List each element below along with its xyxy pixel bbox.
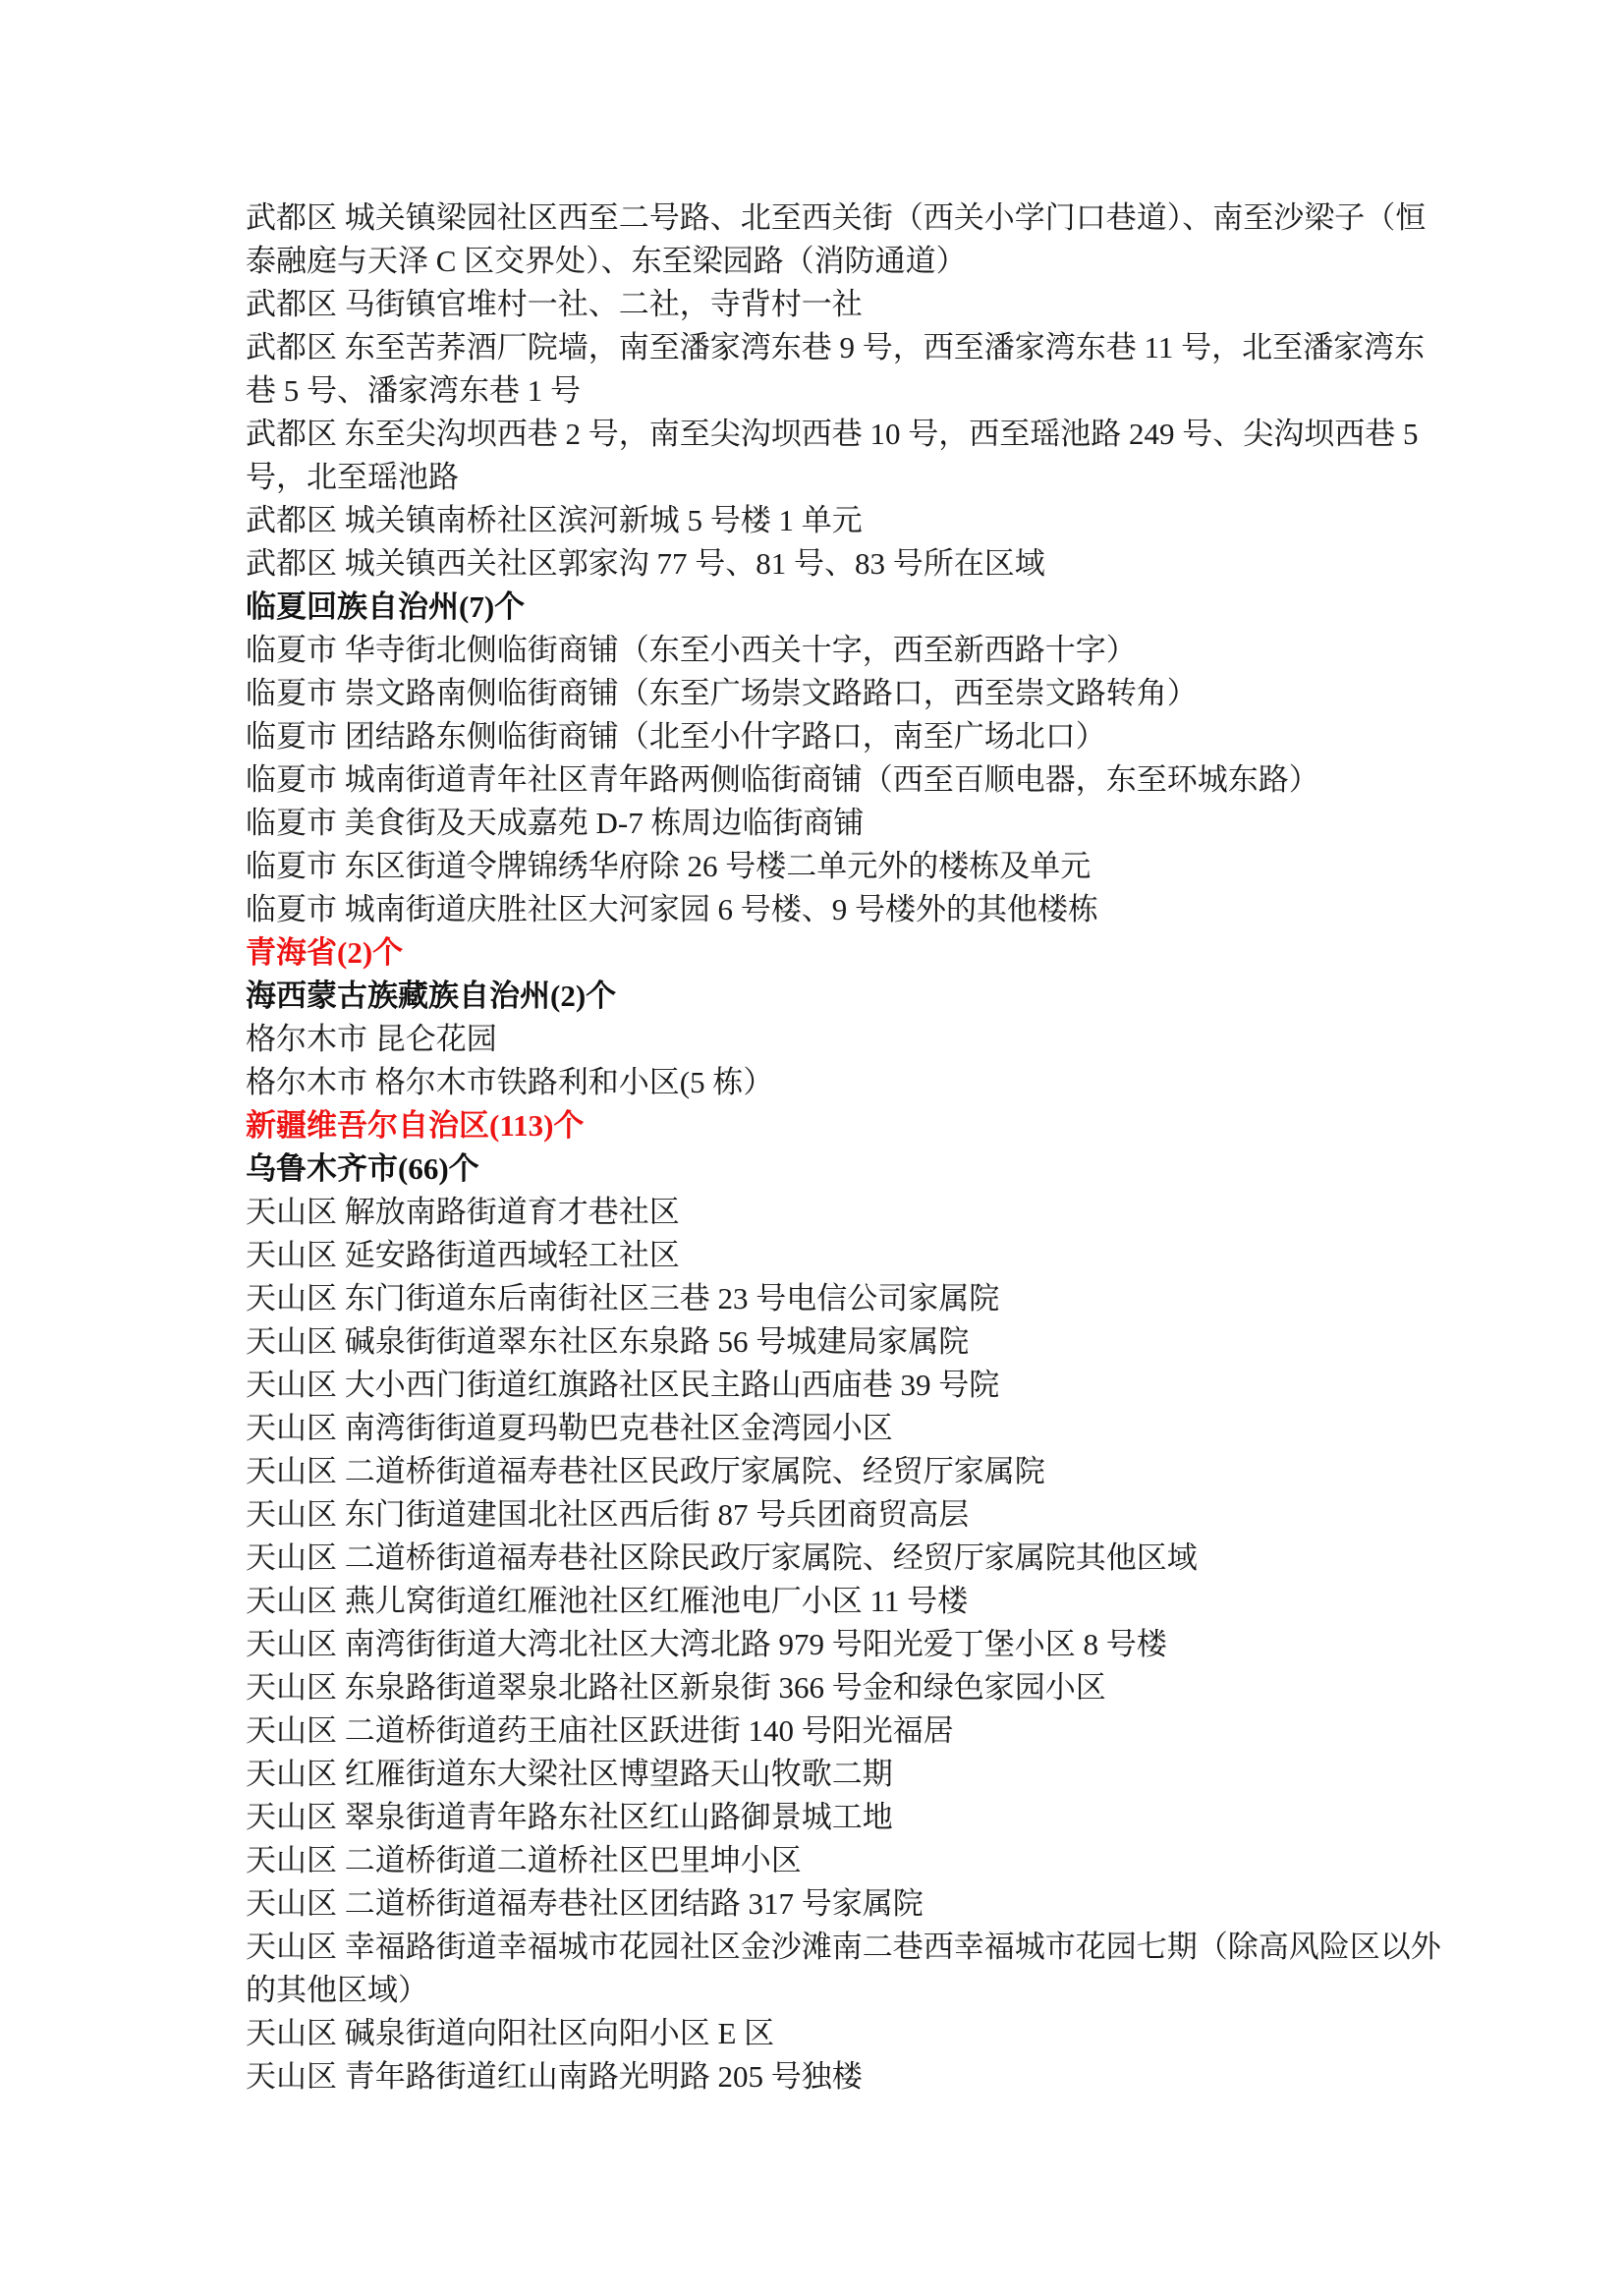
risk-area-entry: 临夏市 崇文路南侧临街商铺（东至广场崇文路路口，西至崇文路转角） <box>246 676 1198 710</box>
province-heading-qinghai: 青海省(2)个 <box>246 935 404 970</box>
risk-area-entry: 武都区 城关镇梁园社区西至二号路、北至西关街（西关小学门口巷道）、南至沙梁子（恒泰融庭与天泽 C 区交界处）、东至梁园路（消防通道） <box>246 200 1427 278</box>
risk-area-list <box>246 196 1442 2099</box>
risk-area-entry: 天山区 解放南路街道育才巷社区 <box>246 1195 680 1229</box>
risk-area-entry: 天山区 碱泉街道向阳社区向阳小区 E 区 <box>246 2016 775 2050</box>
risk-area-entry: 天山区 二道桥街道福寿巷社区除民政厅家属院、经贸厅家属院其他区域 <box>246 1540 1198 1575</box>
risk-area-entry: 格尔木市 格尔木市铁路利和小区(5 栋） <box>246 1065 774 1099</box>
risk-area-entry: 天山区 大小西门街道红旗路社区民主路山西庙巷 39 号院 <box>246 1368 1000 1402</box>
risk-area-entry: 临夏市 团结路东侧临街商铺（北至小什字路口，南至广场北口） <box>246 719 1106 754</box>
risk-area-entry: 武都区 马街镇官堆村一社、二社，寺背村一社 <box>246 287 863 321</box>
risk-area-entry: 天山区 二道桥街道二道桥社区巴里坤小区 <box>246 1843 802 1877</box>
risk-area-entry: 临夏市 城南街道青年社区青年路两侧临街商铺（西至百顺电器，东至环城东路） <box>246 762 1319 797</box>
province-heading-xinjiang: 新疆维吾尔自治区(113)个 <box>246 1108 585 1143</box>
risk-area-entry: 天山区 幸福路街道幸福城市花园社区金沙滩南二巷西幸福城市花园七期（除高风险区以外的其他区域） <box>246 1930 1441 2007</box>
risk-area-entry: 天山区 南湾街街道夏玛勒巴克巷社区金湾园小区 <box>246 1411 893 1445</box>
risk-area-entry: 天山区 翠泉街道青年路东社区红山路御景城工地 <box>246 1800 893 1834</box>
risk-area-entry: 天山区 延安路街道西域轻工社区 <box>246 1238 680 1272</box>
risk-area-entry: 临夏市 美食街及天成嘉苑 D-7 栋周边临街商铺 <box>246 806 865 840</box>
risk-area-entry: 武都区 城关镇西关社区郭家沟 77 号、81 号、83 号所在区域 <box>246 546 1045 581</box>
risk-area-entry: 天山区 红雁街道东大梁社区博望路天山牧歌二期 <box>246 1757 893 1791</box>
risk-area-entry: 武都区 城关镇南桥社区滨河新城 5 号楼 1 单元 <box>246 503 863 537</box>
prefecture-heading-haixi: 海西蒙古族藏族自治州(2)个 <box>246 979 617 1013</box>
risk-area-entry: 天山区 东泉路街道翠泉北路社区新泉街 366 号金和绿色家园小区 <box>246 1670 1106 1705</box>
risk-area-entry: 天山区 二道桥街道福寿巷社区民政厅家属院、经贸厅家属院 <box>246 1454 1045 1488</box>
risk-area-entry: 天山区 青年路街道红山南路光明路 205 号独楼 <box>246 2059 863 2094</box>
risk-area-entry: 天山区 碱泉街街道翠东社区东泉路 56 号城建局家属院 <box>246 1324 970 1359</box>
risk-area-entry: 天山区 东门街道东后南街社区三巷 23 号电信公司家属院 <box>246 1281 1000 1315</box>
risk-area-entry: 临夏市 华寺街北侧临街商铺（东至小西关十字，西至新西路十字） <box>246 633 1137 667</box>
risk-area-entry: 临夏市 东区街道令牌锦绣华府除 26 号楼二单元外的楼栋及单元 <box>246 849 1092 883</box>
risk-area-entry: 天山区 二道桥街道药王庙社区跃进街 140 号阳光福居 <box>246 1713 954 1748</box>
risk-area-entry: 临夏市 城南街道庆胜社区大河家园 6 号楼、9 号楼外的其他楼栋 <box>246 892 1098 926</box>
risk-area-entry: 天山区 东门街道建国北社区西后街 87 号兵团商贸高层 <box>246 1497 970 1532</box>
risk-area-entry: 武都区 东至苦荞酒厂院墙，南至潘家湾东巷 9 号，西至潘家湾东巷 11 号，北至潘家湾东巷 5 号、潘家湾东巷 1 号 <box>246 330 1426 408</box>
risk-area-entry: 天山区 南湾街街道大湾北社区大湾北路 979 号阳光爱丁堡小区 8 号楼 <box>246 1627 1167 1661</box>
risk-area-entry: 格尔木市 昆仑花园 <box>246 1022 497 1056</box>
prefecture-heading-linxia: 临夏回族自治州(7)个 <box>246 589 526 624</box>
risk-area-entry: 天山区 二道桥街道福寿巷社区团结路 317 号家属院 <box>246 1886 924 1921</box>
risk-area-entry: 天山区 燕儿窝街道红雁池社区红雁池电厂小区 11 号楼 <box>246 1584 969 1618</box>
prefecture-heading-urumqi: 乌鲁木齐市(66)个 <box>246 1151 479 1186</box>
risk-area-entry: 武都区 东至尖沟坝西巷 2 号，南至尖沟坝西巷 10 号，西至瑶池路 249 号、尖沟坝西巷 5 号，北至瑶池路 <box>246 417 1419 494</box>
